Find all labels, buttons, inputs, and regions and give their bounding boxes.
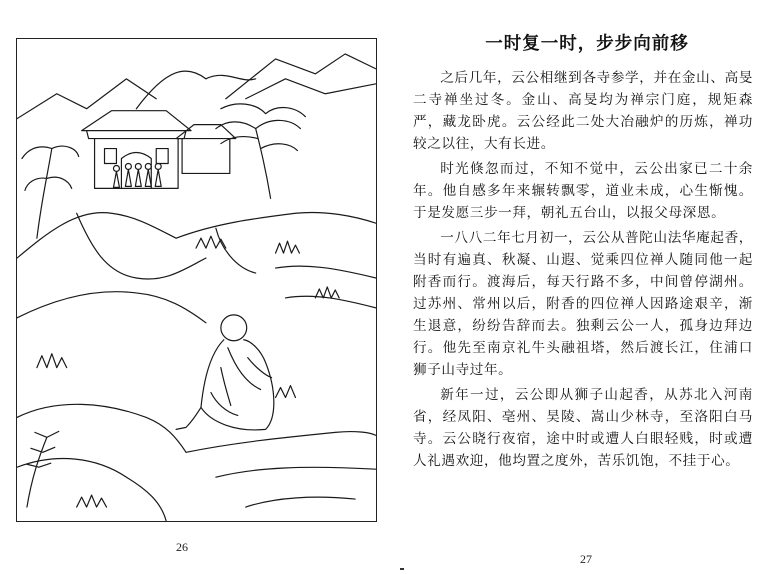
- foreground-rocks: [17, 404, 186, 452]
- paragraph-3: 一八八二年七月初一，云公从普陀山法华庵起香，当时有遍真、秋凝、山遐、觉乘四位禅人随同他一起附香而行。渡海后，每天行路不多，中间曾停湖州。过苏州、常州以后，附香的四位禅人因路途艰辛，渐生退意，纷纷告辞而去。独剩云公一人，孤身边拜边行。他先至南京礼牛头融祖塔，然后渡长江，住浦口狮子山寺过年。: [413, 230, 753, 378]
- monk-landscape-drawing: [17, 39, 376, 521]
- rock-ledge-middle: [17, 292, 206, 323]
- paragraph-1: 之后几年，云公相继到各寺参学，并在金山、高旻二寺禅坐过冬。金山、高旻均为禅宗门庭，规矩森严，藏龙卧虎。云公经此二处大冶融炉的历炼，禅功较之以往，大有长进。: [413, 70, 753, 152]
- foreground-pine: [27, 437, 47, 507]
- scan-mark: [400, 568, 404, 570]
- illustration: [16, 38, 377, 522]
- tree-left-trunk: [37, 149, 52, 239]
- temple-roof: [82, 111, 191, 131]
- page-number-left: 26: [176, 540, 188, 554]
- page-number-right: 27: [580, 552, 592, 566]
- figures-group: [113, 163, 161, 187]
- paragraph-4: 新年一过，云公即从狮子山起香，从苏北入河南省，经凤阳、亳州、昊陵、嵩山少林寺，至洛阳白马寺。云公晓行夜宿，途中时或遭人白眼轻贱，时或遭人礼遇欢迎，他均置之度外，苦乐饥饱，不挂于心。: [413, 387, 753, 469]
- mountain-ridge-right: [226, 54, 376, 99]
- cliff-upper-right: [176, 212, 376, 238]
- text-page: [413, 30, 753, 475]
- chapter-title: 一时复一时，步步向前移: [485, 34, 689, 54]
- mountain-ridge-left: [17, 79, 156, 119]
- shrub-2: [37, 354, 67, 368]
- kneeling-monk: [176, 315, 274, 430]
- paragraph-2: 时光倏忽而过，不知不觉中，云公出家已二十余年。他自感多年来辗转飘零，道业未成，心生惭愧。于是发愿三步一拜，朝礼五台山，以报父母深恩。: [413, 161, 753, 221]
